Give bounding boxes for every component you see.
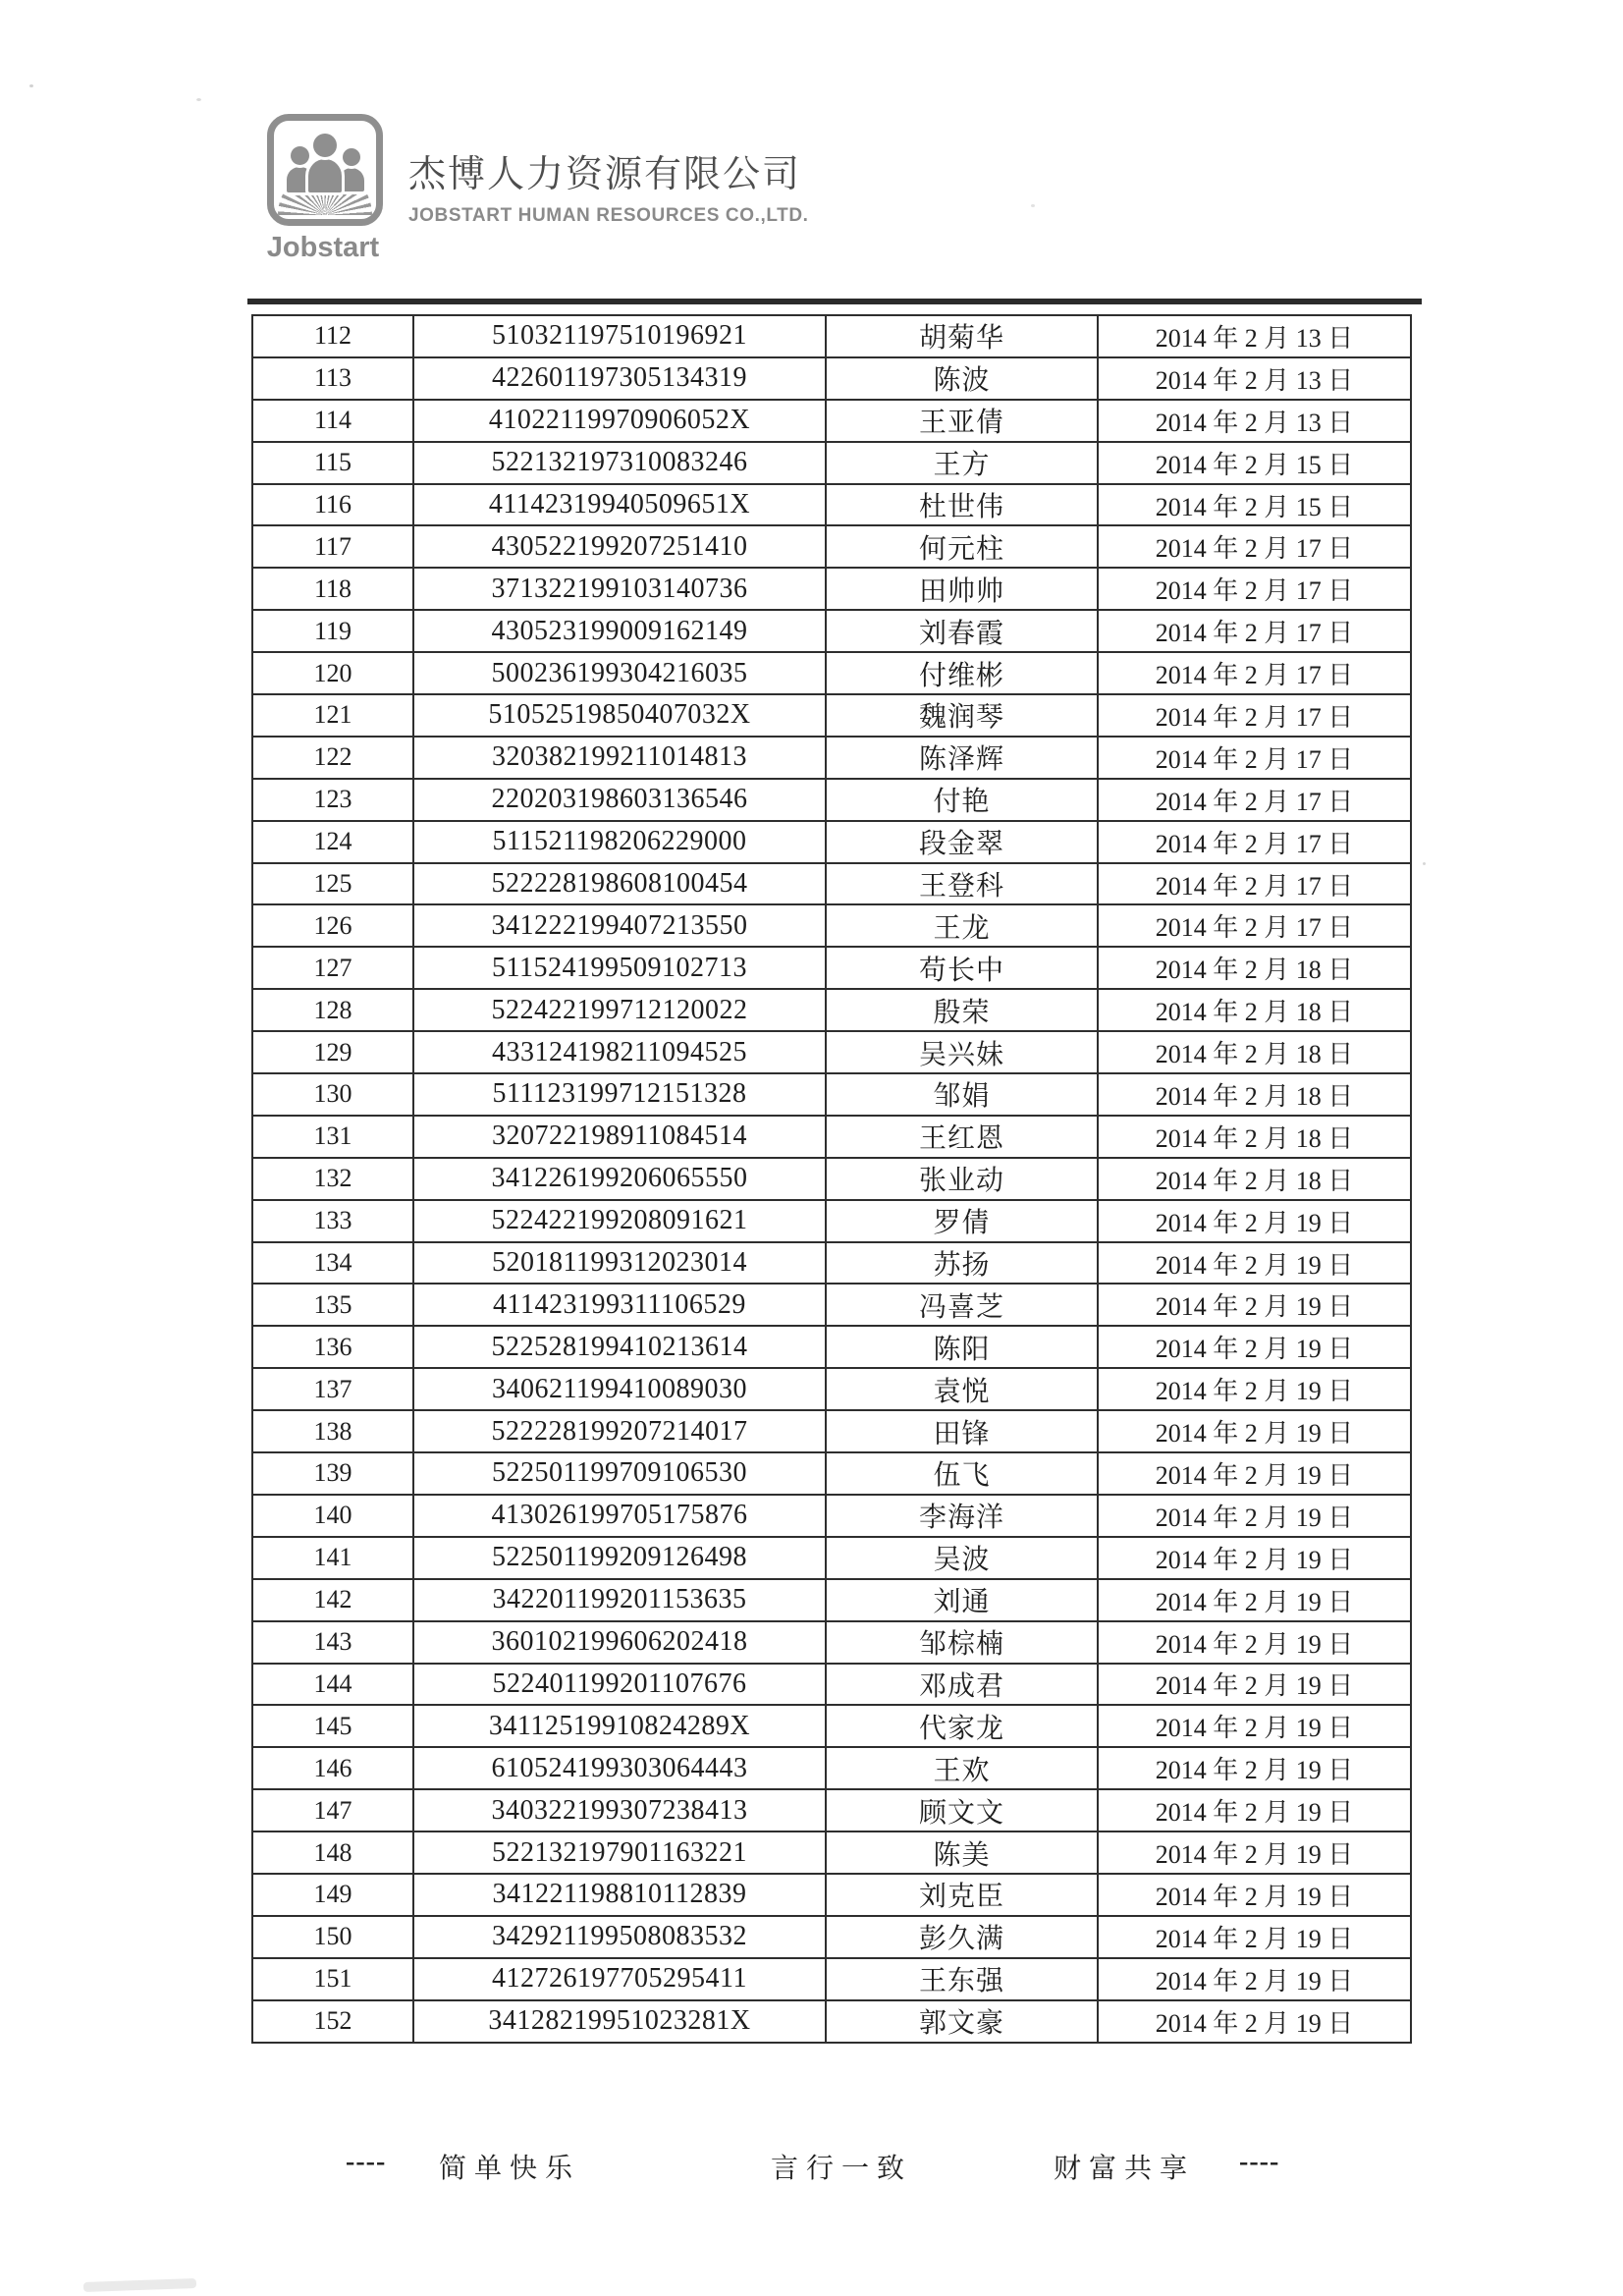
footer-slogans [0,2147,1623,2184]
company-logo [265,114,393,264]
table-row [252,652,1411,694]
date-cell: 2014 年 2 月 17 日 [1098,525,1411,568]
id-number-cell: 522501199709106530 [413,1452,826,1495]
date-cell: 2014 年 2 月 19 日 [1098,1831,1411,1874]
table-row [252,694,1411,737]
row-number-cell: 122 [252,737,413,779]
row-number-cell: 140 [252,1495,413,1537]
table-row [252,1200,1411,1242]
person-name-cell: 李海洋 [826,1495,1098,1537]
date-cell: 2014 年 2 月 19 日 [1098,1410,1411,1452]
person-name-cell: 张业动 [826,1158,1098,1200]
table-row [252,315,1411,357]
person-name-cell: 田锋 [826,1410,1098,1452]
date-cell: 2014 年 2 月 19 日 [1098,1664,1411,1706]
people-sunrise-logo-icon [267,114,383,226]
id-number-cell: 342921199508083532 [413,1916,826,1958]
id-number-cell: 341221198810112839 [413,1874,826,1916]
table-row [252,2000,1411,2043]
table-row [252,1831,1411,1874]
person-figure-icon [339,168,364,191]
date-cell: 2014 年 2 月 19 日 [1098,1242,1411,1285]
person-name-cell: 邹棕楠 [826,1621,1098,1664]
row-number-cell: 131 [252,1116,413,1158]
row-number-cell: 147 [252,1789,413,1831]
date-cell: 2014 年 2 月 13 日 [1098,357,1411,400]
scan-speck [196,98,201,101]
person-name-cell: 王方 [826,442,1098,484]
table-top-rule [247,299,1422,304]
table-row [252,1031,1411,1073]
id-number-cell: 341226199206065550 [413,1158,826,1200]
date-cell: 2014 年 2 月 18 日 [1098,1031,1411,1073]
date-cell: 2014 年 2 月 18 日 [1098,1073,1411,1116]
row-number-cell: 151 [252,1958,413,2000]
table-row [252,1452,1411,1495]
row-number-cell: 124 [252,821,413,863]
date-cell: 2014 年 2 月 17 日 [1098,737,1411,779]
person-name-cell: 顾文文 [826,1789,1098,1831]
table-row [252,1158,1411,1200]
table-row [252,1242,1411,1285]
table-row [252,947,1411,989]
person-name-cell: 殷荣 [826,989,1098,1031]
row-number-cell: 150 [252,1916,413,1958]
row-number-cell: 152 [252,2000,413,2043]
id-number-cell: 522132197901163221 [413,1831,826,1874]
table-row [252,1747,1411,1789]
row-number-cell: 116 [252,484,413,526]
date-cell: 2014 年 2 月 19 日 [1098,1495,1411,1537]
row-number-cell: 137 [252,1368,413,1410]
row-number-cell: 143 [252,1621,413,1664]
date-cell: 2014 年 2 月 18 日 [1098,989,1411,1031]
date-cell: 2014 年 2 月 19 日 [1098,1326,1411,1368]
row-number-cell: 120 [252,652,413,694]
table-row [252,484,1411,526]
date-cell: 2014 年 2 月 17 日 [1098,694,1411,737]
row-number-cell: 138 [252,1410,413,1452]
id-number-cell: 522228198608100454 [413,863,826,905]
table-row [252,1537,1411,1579]
table-row [252,1495,1411,1537]
id-number-cell: 340621199410089030 [413,1368,826,1410]
date-cell: 2014 年 2 月 19 日 [1098,1747,1411,1789]
id-number-cell: 320722198911084514 [413,1116,826,1158]
person-name-cell: 陈美 [826,1831,1098,1874]
footer-dashes-right: ---- [1239,2147,1280,2177]
company-name-english: JOBSTART HUMAN RESOURCES CO.,LTD. [408,205,809,226]
row-number-cell: 115 [252,442,413,484]
row-number-cell: 128 [252,989,413,1031]
footer-slogan-2: 言行一致 [771,2154,913,2184]
table-row [252,1705,1411,1747]
row-number-cell: 148 [252,1831,413,1874]
table-row [252,863,1411,905]
person-name-cell: 罗倩 [826,1200,1098,1242]
date-cell: 2014 年 2 月 19 日 [1098,1537,1411,1579]
id-number-cell: 360102199606202418 [413,1621,826,1664]
date-cell: 2014 年 2 月 18 日 [1098,1116,1411,1158]
row-number-cell: 113 [252,357,413,400]
row-number-cell: 119 [252,610,413,652]
table-row [252,1916,1411,1958]
date-cell: 2014 年 2 月 19 日 [1098,1579,1411,1621]
id-number-cell: 41142319940509651X [413,484,826,526]
row-number-cell: 139 [252,1452,413,1495]
person-name-cell: 王红恩 [826,1116,1098,1158]
id-number-cell: 522528199410213614 [413,1326,826,1368]
id-number-cell: 522401199201107676 [413,1664,826,1706]
id-number-cell: 500236199304216035 [413,652,826,694]
table-row [252,1958,1411,2000]
date-cell: 2014 年 2 月 19 日 [1098,1958,1411,2000]
person-name-cell: 胡菊华 [826,315,1098,357]
person-name-cell: 吴兴妹 [826,1031,1098,1073]
person-name-cell: 田帅帅 [826,568,1098,610]
date-cell: 2014 年 2 月 19 日 [1098,1200,1411,1242]
date-cell: 2014 年 2 月 17 日 [1098,610,1411,652]
table-row [252,1789,1411,1831]
person-name-cell: 王欢 [826,1747,1098,1789]
person-name-cell: 苏扬 [826,1242,1098,1285]
footer-slogan-3: 财富共享 [1054,2154,1196,2184]
person-name-cell: 刘春霞 [826,610,1098,652]
table-row [252,1579,1411,1621]
id-number-cell: 320382199211014813 [413,737,826,779]
id-number-cell: 411423199311106529 [413,1284,826,1326]
employee-roster-table [251,314,1412,2044]
date-cell: 2014 年 2 月 15 日 [1098,442,1411,484]
footer-dashes-left: ---- [346,2147,387,2177]
table-row [252,1874,1411,1916]
scan-speck [1031,204,1035,207]
table-row [252,1116,1411,1158]
table-row [252,525,1411,568]
row-number-cell: 125 [252,863,413,905]
person-name-cell: 付维彬 [826,652,1098,694]
id-number-cell: 522422199208091621 [413,1200,826,1242]
row-number-cell: 134 [252,1242,413,1285]
person-name-cell: 郭文豪 [826,2000,1098,2043]
id-number-cell: 34112519910824289X [413,1705,826,1747]
person-name-cell: 袁悦 [826,1368,1098,1410]
row-number-cell: 129 [252,1031,413,1073]
table-row [252,400,1411,442]
person-figure-icon [308,159,342,192]
person-head-icon [343,148,360,166]
date-cell: 2014 年 2 月 17 日 [1098,652,1411,694]
date-cell: 2014 年 2 月 19 日 [1098,2000,1411,2043]
row-number-cell: 114 [252,400,413,442]
date-cell: 2014 年 2 月 19 日 [1098,1789,1411,1831]
person-name-cell: 何元柱 [826,525,1098,568]
person-name-cell: 杜世伟 [826,484,1098,526]
row-number-cell: 123 [252,779,413,821]
table-row [252,1664,1411,1706]
id-number-cell: 41022119970906052X [413,400,826,442]
id-number-cell: 511123199712151328 [413,1073,826,1116]
id-number-cell: 610524199303064443 [413,1747,826,1789]
footer-slogan-1: 简单快乐 [439,2154,581,2184]
person-name-cell: 彭久满 [826,1916,1098,1958]
table-row [252,737,1411,779]
date-cell: 2014 年 2 月 15 日 [1098,484,1411,526]
row-number-cell: 142 [252,1579,413,1621]
id-number-cell: 511524199509102713 [413,947,826,989]
date-cell: 2014 年 2 月 18 日 [1098,1158,1411,1200]
row-number-cell: 130 [252,1073,413,1116]
person-name-cell: 代家龙 [826,1705,1098,1747]
date-cell: 2014 年 2 月 13 日 [1098,400,1411,442]
person-name-cell: 王东强 [826,1958,1098,2000]
person-name-cell: 魏润琴 [826,694,1098,737]
person-name-cell: 陈阳 [826,1326,1098,1368]
person-name-cell: 吴波 [826,1537,1098,1579]
id-number-cell: 220203198603136546 [413,779,826,821]
table-row [252,357,1411,400]
row-number-cell: 144 [252,1664,413,1706]
person-name-cell: 伍飞 [826,1452,1098,1495]
id-number-cell: 430522199207251410 [413,525,826,568]
table-row [252,1410,1411,1452]
row-number-cell: 141 [252,1537,413,1579]
id-number-cell: 34128219951023281X [413,2000,826,2043]
id-number-cell: 51052519850407032X [413,694,826,737]
id-number-cell: 342201199201153635 [413,1579,826,1621]
row-number-cell: 133 [252,1200,413,1242]
date-cell: 2014 年 2 月 18 日 [1098,947,1411,989]
row-number-cell: 135 [252,1284,413,1326]
roster-table-body [252,315,1411,2043]
date-cell: 2014 年 2 月 17 日 [1098,904,1411,947]
id-number-cell: 371322199103140736 [413,568,826,610]
logo-brand-text: Jobstart [266,232,380,263]
table-row [252,1368,1411,1410]
row-number-cell: 118 [252,568,413,610]
id-number-cell: 433124198211094525 [413,1031,826,1073]
table-row [252,1326,1411,1368]
row-number-cell: 127 [252,947,413,989]
row-number-cell: 145 [252,1705,413,1747]
row-number-cell: 146 [252,1747,413,1789]
table-row [252,821,1411,863]
table-row [252,442,1411,484]
row-number-cell: 149 [252,1874,413,1916]
id-number-cell: 522501199209126498 [413,1537,826,1579]
date-cell: 2014 年 2 月 17 日 [1098,863,1411,905]
id-number-cell: 510321197510196921 [413,315,826,357]
person-name-cell: 段金翠 [826,821,1098,863]
id-number-cell: 430523199009162149 [413,610,826,652]
person-name-cell: 陈波 [826,357,1098,400]
table-row [252,1284,1411,1326]
id-number-cell: 522422199712120022 [413,989,826,1031]
id-number-cell: 511521198206229000 [413,821,826,863]
date-cell: 2014 年 2 月 19 日 [1098,1916,1411,1958]
person-head-icon [291,146,309,165]
person-name-cell: 陈泽辉 [826,737,1098,779]
id-number-cell: 522228199207214017 [413,1410,826,1452]
person-name-cell: 王龙 [826,904,1098,947]
row-number-cell: 132 [252,1158,413,1200]
date-cell: 2014 年 2 月 13 日 [1098,315,1411,357]
table-row [252,568,1411,610]
scan-speck [1423,862,1426,865]
person-name-cell: 邓成君 [826,1664,1098,1706]
table-row [252,904,1411,947]
table-row [252,1073,1411,1116]
row-number-cell: 136 [252,1326,413,1368]
date-cell: 2014 年 2 月 17 日 [1098,821,1411,863]
person-name-cell: 王亚倩 [826,400,1098,442]
table-row [252,779,1411,821]
date-cell: 2014 年 2 月 17 日 [1098,568,1411,610]
table-row [252,610,1411,652]
id-number-cell: 520181199312023014 [413,1242,826,1285]
person-head-icon [313,134,337,157]
id-number-cell: 413026199705175876 [413,1495,826,1537]
person-name-cell: 苟长中 [826,947,1098,989]
person-name-cell: 冯喜芝 [826,1284,1098,1326]
date-cell: 2014 年 2 月 19 日 [1098,1284,1411,1326]
date-cell: 2014 年 2 月 17 日 [1098,779,1411,821]
scan-speck [29,84,33,87]
date-cell: 2014 年 2 月 19 日 [1098,1874,1411,1916]
id-number-cell: 340322199307238413 [413,1789,826,1831]
row-number-cell: 121 [252,694,413,737]
company-name-chinese: 杰博人力资源有限公司 [408,154,802,195]
scan-smudge [83,2278,196,2292]
person-name-cell: 刘克臣 [826,1874,1098,1916]
id-number-cell: 422601197305134319 [413,357,826,400]
id-number-cell: 341222199407213550 [413,904,826,947]
row-number-cell: 112 [252,315,413,357]
person-name-cell: 付艳 [826,779,1098,821]
date-cell: 2014 年 2 月 19 日 [1098,1452,1411,1495]
table-row [252,1621,1411,1664]
company-name-block [408,143,809,227]
date-cell: 2014 年 2 月 19 日 [1098,1621,1411,1664]
table-row [252,989,1411,1031]
row-number-cell: 126 [252,904,413,947]
date-cell: 2014 年 2 月 19 日 [1098,1368,1411,1410]
person-name-cell: 刘通 [826,1579,1098,1621]
id-number-cell: 522132197310083246 [413,442,826,484]
person-name-cell: 邹娟 [826,1073,1098,1116]
id-number-cell: 412726197705295411 [413,1958,826,2000]
row-number-cell: 117 [252,525,413,568]
date-cell: 2014 年 2 月 19 日 [1098,1705,1411,1747]
person-name-cell: 王登科 [826,863,1098,905]
